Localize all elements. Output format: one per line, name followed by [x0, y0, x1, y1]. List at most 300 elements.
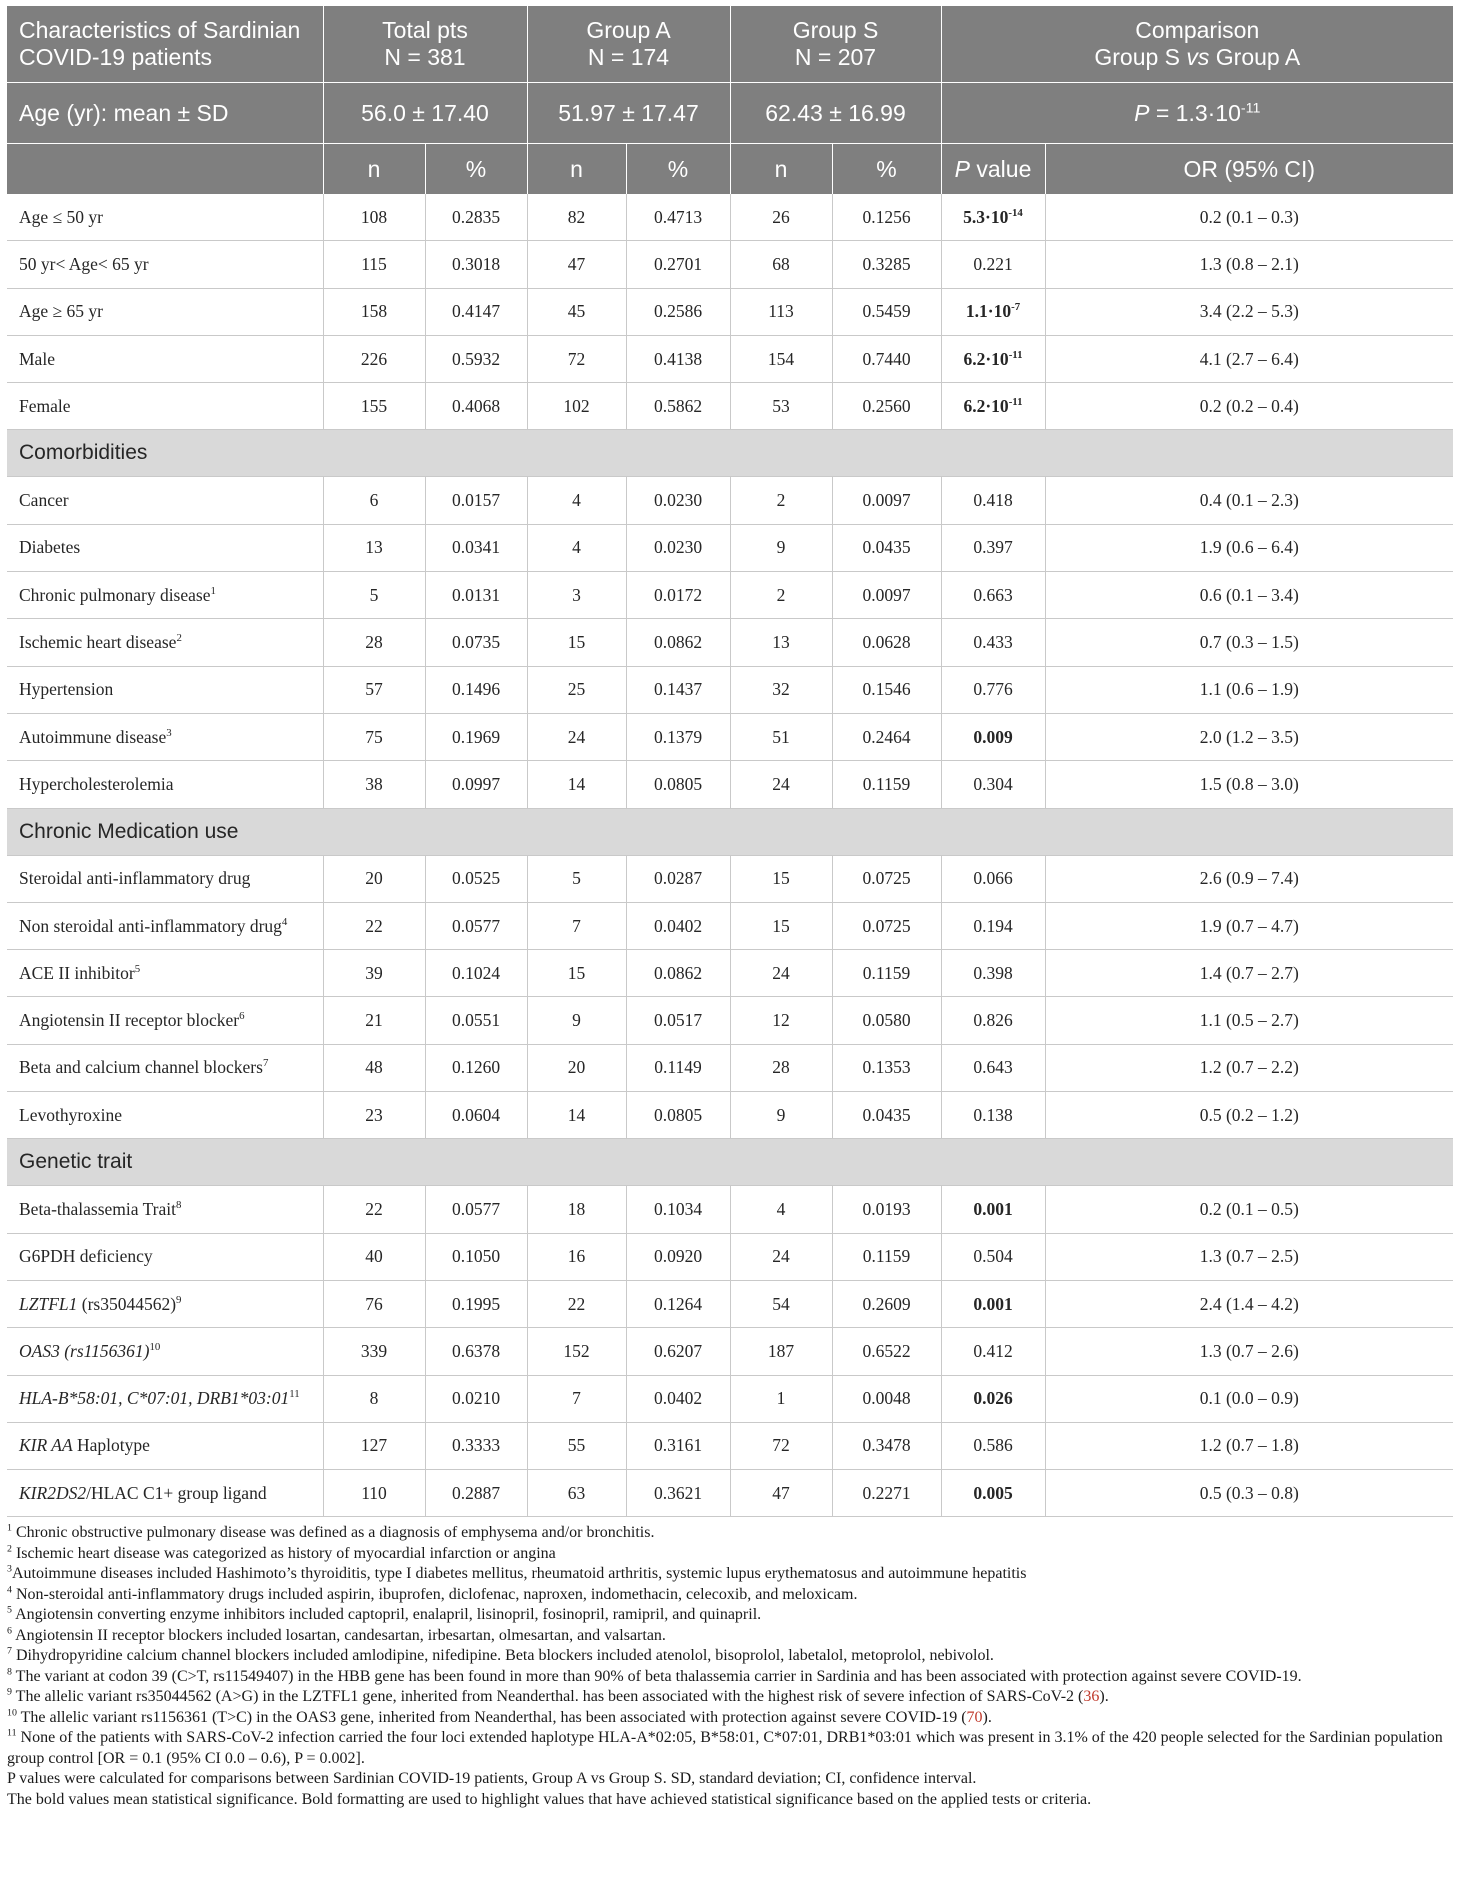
reference-link[interactable]: 36	[1083, 1688, 1100, 1706]
total-pct: 0.0735	[425, 619, 527, 666]
header-group-a: Group A N = 174	[527, 6, 730, 83]
table-row	[7, 950, 1453, 997]
p-value-text: 0.643	[973, 1057, 1013, 1078]
row-label-text: G6PDH deficiency	[19, 1246, 153, 1267]
group-a-n: 63	[527, 1470, 626, 1517]
p-value-text: 6.2·10	[963, 348, 1009, 369]
footnote-text: Ischemic heart disease was categorized as history of myocardial infarction or angina	[11, 1544, 556, 1562]
row-label-text: Haplotype	[72, 1435, 150, 1456]
col-p-value: P value	[941, 144, 1045, 195]
p-value	[941, 1280, 1045, 1327]
footnote-text: The allelic variant rs1156361 (T>C) in the OAS3 gene, inherited from Neanderthal, has been associated with protection against severe COVID-19 (	[16, 1708, 967, 1726]
odds-ratio: 0.5 (0.2 – 1.2)	[1045, 1092, 1453, 1139]
p-exponent: -14	[1008, 206, 1023, 219]
footnote	[7, 1544, 1453, 1565]
footnote-number: 10	[7, 1707, 17, 1719]
p-value	[941, 902, 1045, 949]
group-a-pct: 0.1149	[626, 1044, 730, 1091]
footnote-number: 8	[7, 1666, 12, 1678]
footnote	[7, 1708, 1453, 1729]
p-value	[941, 761, 1045, 808]
row-label	[7, 477, 323, 524]
section-row	[7, 430, 1453, 477]
odds-ratio: 1.2 (0.7 – 2.2)	[1045, 1044, 1453, 1091]
group-s-pct: 0.7440	[832, 335, 941, 382]
group-a-n: 45	[527, 288, 626, 335]
group-a-pct: 0.0402	[626, 1375, 730, 1422]
group-a-n: 9	[527, 997, 626, 1044]
row-label-text: Female	[19, 395, 71, 416]
group-s-n: 2	[730, 477, 832, 524]
group-s-n: 32	[730, 666, 832, 713]
footnote-marker: 8	[176, 1199, 182, 1212]
footnote-text: Non-steroidal anti-inflammatory drugs included aspirin, ibuprofen, diclofenac, naproxen, indomethacin, celecoxib, and meloxicam.	[11, 1585, 858, 1603]
p-value	[941, 855, 1045, 902]
group-s-n: 47	[730, 1470, 832, 1517]
row-label-text: (rs35044562)	[77, 1293, 177, 1314]
group-a-n: 5	[527, 855, 626, 902]
total-pct: 0.1969	[425, 713, 527, 760]
group-a-n: 4	[527, 524, 626, 571]
row-label-text: Age ≥ 65 yr	[19, 301, 103, 322]
p-value	[941, 1470, 1045, 1517]
group-s-n: 13	[730, 619, 832, 666]
row-label-text: Male	[19, 348, 55, 369]
group-s-pct: 0.3478	[832, 1422, 941, 1469]
table-row	[7, 902, 1453, 949]
row-label-text: Angiotensin II receptor blocker	[19, 1010, 240, 1031]
p-value-text: 0.433	[973, 632, 1013, 653]
row-label	[7, 524, 323, 571]
odds-ratio: 1.4 (0.7 – 2.7)	[1045, 950, 1453, 997]
row-label	[7, 619, 323, 666]
footnote-marker: 3	[166, 726, 172, 739]
group-a-n: 82	[527, 194, 626, 241]
p-value	[941, 1328, 1045, 1375]
table-row	[7, 1375, 1453, 1422]
odds-ratio: 2.6 (0.9 – 7.4)	[1045, 855, 1453, 902]
group-s-pct: 0.0097	[832, 572, 941, 619]
footnote-number: 4	[7, 1584, 12, 1596]
row-label	[7, 1422, 323, 1469]
footnote	[7, 1687, 1453, 1708]
group-s-n: 2	[730, 572, 832, 619]
table-row	[7, 241, 1453, 288]
table-row	[7, 1186, 1453, 1233]
total-pct: 0.0131	[425, 572, 527, 619]
row-label-italic: KIR AA	[19, 1435, 73, 1456]
row-label	[7, 335, 323, 382]
total-n: 40	[323, 1233, 425, 1280]
row-label-text: Cancer	[19, 490, 69, 511]
group-s-pct: 0.0580	[832, 997, 941, 1044]
table-row	[7, 524, 1453, 571]
row-label-text: /HLAC C1+ group ligand	[86, 1482, 267, 1503]
row-label	[7, 902, 323, 949]
p-value-text: 0.221	[973, 253, 1013, 274]
total-n: 23	[323, 1092, 425, 1139]
table-row	[7, 997, 1453, 1044]
total-n: 5	[323, 572, 425, 619]
table-row	[7, 666, 1453, 713]
p-value-text: 0.418	[973, 490, 1013, 511]
footnote-marker: 11	[289, 1388, 300, 1401]
total-n: 158	[323, 288, 425, 335]
p-value	[941, 241, 1045, 288]
p-value	[941, 572, 1045, 619]
p-value	[941, 335, 1045, 382]
col-n: n	[527, 144, 626, 195]
table-row	[7, 335, 1453, 382]
row-label	[7, 997, 323, 1044]
row-label	[7, 572, 323, 619]
total-n: 110	[323, 1470, 425, 1517]
section-heading: Genetic trait	[7, 1139, 1453, 1186]
p-value-text: 0.776	[973, 679, 1013, 700]
group-a-n: 47	[527, 241, 626, 288]
odds-ratio: 4.1 (2.7 – 6.4)	[1045, 335, 1453, 382]
group-a-n: 152	[527, 1328, 626, 1375]
table-row	[7, 572, 1453, 619]
footnote-number: 6	[7, 1625, 12, 1637]
col-pct: %	[626, 144, 730, 195]
group-a-pct: 0.0517	[626, 997, 730, 1044]
p-value-text: 0.194	[973, 915, 1013, 936]
footnote	[7, 1646, 1453, 1667]
table-row	[7, 383, 1453, 430]
odds-ratio: 2.0 (1.2 – 3.5)	[1045, 713, 1453, 760]
footnote	[7, 1667, 1453, 1688]
age-label: Age (yr): mean ± SD	[7, 83, 323, 144]
p-value	[941, 619, 1045, 666]
group-s-pct: 0.0435	[832, 524, 941, 571]
total-pct: 0.1260	[425, 1044, 527, 1091]
total-n: 155	[323, 383, 425, 430]
footnote-tail: ).	[982, 1708, 992, 1726]
group-s-pct: 0.1546	[832, 666, 941, 713]
group-a-n: 24	[527, 713, 626, 760]
total-n: 8	[323, 1375, 425, 1422]
footnote-text: Angiotensin II receptor blockers included losartan, candesartan, irbesartan, olmesartan, and valsartan.	[11, 1626, 666, 1644]
total-n: 108	[323, 194, 425, 241]
total-pct: 0.4147	[425, 288, 527, 335]
table-container	[7, 6, 1453, 1810]
group-a-pct: 0.6207	[626, 1328, 730, 1375]
footnote-marker: 5	[134, 962, 141, 975]
row-label	[7, 950, 323, 997]
footnote	[7, 1626, 1453, 1647]
table-row	[7, 1470, 1453, 1517]
p-value-text: 0.586	[973, 1435, 1013, 1456]
odds-ratio: 1.9 (0.6 – 6.4)	[1045, 524, 1453, 571]
p-value	[941, 666, 1045, 713]
row-label-text: Beta and calcium channel blockers	[19, 1057, 263, 1078]
total-n: 57	[323, 666, 425, 713]
group-s-pct: 0.1159	[832, 761, 941, 808]
total-n: 38	[323, 761, 425, 808]
odds-ratio: 0.2 (0.1 – 0.5)	[1045, 1186, 1453, 1233]
total-pct: 0.4068	[425, 383, 527, 430]
group-a-pct: 0.0287	[626, 855, 730, 902]
footnote-text: Chronic obstructive pulmonary disease was defined as a diagnosis of emphysema and/or bronchitis.	[11, 1524, 655, 1542]
footnote-number: 9	[7, 1687, 12, 1699]
total-n: 48	[323, 1044, 425, 1091]
group-s-pct: 0.0097	[832, 477, 941, 524]
total-n: 127	[323, 1422, 425, 1469]
total-pct: 0.3333	[425, 1422, 527, 1469]
group-s-pct: 0.2560	[832, 383, 941, 430]
row-label-text: ACE II inhibitor	[19, 962, 135, 983]
group-s-n: 1	[730, 1375, 832, 1422]
group-a-pct: 0.0172	[626, 572, 730, 619]
row-label-text: Beta-thalassemia Trait	[19, 1198, 176, 1219]
footnote-text: Dihydropyridine calcium channel blockers included amlodipine, nifedipine. Beta blockers included atenolol, bisoprolol, labetalol, metoprolol, nebivolol.	[11, 1647, 994, 1665]
total-pct: 0.1050	[425, 1233, 527, 1280]
odds-ratio: 1.3 (0.7 – 2.5)	[1045, 1233, 1453, 1280]
p-value	[941, 950, 1045, 997]
table-note: The bold values mean statistical significance. Bold formatting are used to highlight values that have achieved statistical significance based on the applied tests or criteria.	[7, 1790, 1092, 1808]
group-s-n: 154	[730, 335, 832, 382]
footnote-number: 3	[7, 1564, 12, 1576]
row-label	[7, 1280, 323, 1327]
row-label	[7, 288, 323, 335]
row-label	[7, 1044, 323, 1091]
group-s-n: 68	[730, 241, 832, 288]
total-n: 115	[323, 241, 425, 288]
total-n: 75	[323, 713, 425, 760]
p-value	[941, 383, 1045, 430]
header-row-columns	[7, 144, 1453, 195]
odds-ratio: 2.4 (1.4 – 4.2)	[1045, 1280, 1453, 1327]
p-value-text: 0.009	[973, 726, 1013, 747]
age-group-a: 51.97 ± 17.47	[527, 83, 730, 144]
footnote	[7, 1605, 1453, 1626]
p-value	[941, 1044, 1045, 1091]
p-value	[941, 1092, 1045, 1139]
group-a-n: 22	[527, 1280, 626, 1327]
p-value	[941, 1375, 1045, 1422]
footnote-number: 5	[7, 1605, 12, 1617]
total-pct: 0.0551	[425, 997, 527, 1044]
row-label	[7, 194, 323, 241]
group-a-pct: 0.1379	[626, 713, 730, 760]
total-pct: 0.0604	[425, 1092, 527, 1139]
table-row	[7, 1044, 1453, 1091]
p-value	[941, 524, 1045, 571]
p-value-text: 0.138	[973, 1104, 1013, 1125]
group-a-n: 14	[527, 1092, 626, 1139]
group-a-pct: 0.0230	[626, 477, 730, 524]
footnote-number: 1	[7, 1523, 12, 1535]
group-s-n: 9	[730, 524, 832, 571]
p-value	[941, 1422, 1045, 1469]
table-row	[7, 194, 1453, 241]
odds-ratio: 0.2 (0.1 – 0.3)	[1045, 194, 1453, 241]
odds-ratio: 3.4 (2.2 – 5.3)	[1045, 288, 1453, 335]
group-a-pct: 0.4713	[626, 194, 730, 241]
row-label	[7, 383, 323, 430]
row-label-italic: OAS3 (rs1156361)	[19, 1340, 150, 1361]
row-label-text: Age ≤ 50 yr	[19, 206, 103, 227]
group-a-pct: 0.1437	[626, 666, 730, 713]
footnote-text: The allelic variant rs35044562 (A>G) in the LZTFL1 gene, inherited from Neanderthal. has been associated with the highest risk of severe infection of SARS-CoV-2 (	[11, 1688, 1084, 1706]
group-s-n: 24	[730, 1233, 832, 1280]
total-pct: 0.0577	[425, 902, 527, 949]
group-s-pct: 0.2271	[832, 1470, 941, 1517]
p-value-text: 1.1·10	[965, 301, 1012, 322]
footnote-number: 7	[7, 1646, 12, 1658]
group-s-n: 4	[730, 1186, 832, 1233]
table-row	[7, 1422, 1453, 1469]
odds-ratio: 0.1 (0.0 – 0.9)	[1045, 1375, 1453, 1422]
group-a-pct: 0.3161	[626, 1422, 730, 1469]
odds-ratio: 0.6 (0.1 – 3.4)	[1045, 572, 1453, 619]
group-a-n: 7	[527, 902, 626, 949]
group-s-pct: 0.0193	[832, 1186, 941, 1233]
table-row	[7, 1092, 1453, 1139]
p-value	[941, 477, 1045, 524]
group-a-n: 18	[527, 1186, 626, 1233]
header-comparison: Comparison Group S vs Group A	[941, 6, 1453, 83]
row-label	[7, 1375, 323, 1422]
group-a-n: 14	[527, 761, 626, 808]
group-a-n: 15	[527, 950, 626, 997]
total-n: 39	[323, 950, 425, 997]
group-s-pct: 0.5459	[832, 288, 941, 335]
header-total: Total pts N = 381	[323, 6, 527, 83]
odds-ratio: 0.5 (0.3 – 0.8)	[1045, 1470, 1453, 1517]
footnote-text: None of the patients with SARS-CoV-2 infection carried the four loci extended haplotype HLA-A*02:05, B*58:01, C*07:01, DRB1*03:01 which was present in 3.1% of the 420 people selected for the Sardinian population group control [OR = 0.1 (95% CI 0.0 – 0.6), P = 0.002].	[7, 1729, 1443, 1767]
group-s-n: 72	[730, 1422, 832, 1469]
odds-ratio: 1.1 (0.5 – 2.7)	[1045, 997, 1453, 1044]
odds-ratio: 0.2 (0.2 – 0.4)	[1045, 383, 1453, 430]
footnote-marker: 9	[176, 1293, 182, 1306]
col-n: n	[730, 144, 832, 195]
group-s-n: 12	[730, 997, 832, 1044]
footnote-marker: 1	[210, 584, 216, 597]
total-n: 6	[323, 477, 425, 524]
col-empty	[7, 144, 323, 195]
header-row-age	[7, 83, 1453, 144]
odds-ratio: 1.3 (0.8 – 2.1)	[1045, 241, 1453, 288]
p-value-text: 0.001	[973, 1198, 1013, 1219]
table-row	[7, 477, 1453, 524]
group-s-pct: 0.2464	[832, 713, 941, 760]
table-note: P values were calculated for comparisons between Sardinian COVID-19 patients, Group A vs Group S. SD, standard deviation; CI, confidence interval.	[7, 1770, 977, 1788]
table-row	[7, 1233, 1453, 1280]
col-or: OR (95% CI)	[1045, 144, 1453, 195]
p-value-text: 0.066	[973, 868, 1013, 889]
group-s-pct: 0.1159	[832, 950, 941, 997]
group-a-n: 102	[527, 383, 626, 430]
row-label-text: Diabetes	[19, 537, 81, 558]
total-n: 339	[323, 1328, 425, 1375]
group-a-pct: 0.3621	[626, 1470, 730, 1517]
footnote-text: Angiotensin converting enzyme inhibitors included captopril, enalapril, lisinopril, fosinopril, ramipril, and quinapril.	[11, 1606, 762, 1624]
group-a-n: 7	[527, 1375, 626, 1422]
group-a-n: 16	[527, 1233, 626, 1280]
total-pct: 0.2887	[425, 1470, 527, 1517]
total-pct: 0.1995	[425, 1280, 527, 1327]
total-pct: 0.6378	[425, 1328, 527, 1375]
group-s-pct: 0.1159	[832, 1233, 941, 1280]
total-pct: 0.3018	[425, 241, 527, 288]
group-a-n: 20	[527, 1044, 626, 1091]
footnote-tail: ).	[1099, 1688, 1109, 1706]
footnote-marker: 7	[262, 1057, 269, 1070]
p-value-text: 0.005	[973, 1482, 1013, 1503]
total-pct: 0.2835	[425, 194, 527, 241]
row-label	[7, 1233, 323, 1280]
group-s-pct: 0.0048	[832, 1375, 941, 1422]
group-a-pct: 0.2586	[626, 288, 730, 335]
row-label	[7, 1186, 323, 1233]
odds-ratio: 1.9 (0.7 – 4.7)	[1045, 902, 1453, 949]
footnote	[7, 1523, 1453, 1544]
group-a-pct: 0.1034	[626, 1186, 730, 1233]
row-label	[7, 1092, 323, 1139]
row-label-text: 50 yr< Age< 65 yr	[19, 253, 149, 274]
row-label-text: Hypertension	[19, 679, 114, 700]
total-n: 22	[323, 1186, 425, 1233]
group-s-n: 26	[730, 194, 832, 241]
age-total: 56.0 ± 17.40	[323, 83, 527, 144]
group-s-n: 24	[730, 761, 832, 808]
total-n: 76	[323, 1280, 425, 1327]
age-p-value: $P = 1.3\cdot 10^{-11}$	[941, 83, 1453, 144]
group-a-pct: 0.2701	[626, 241, 730, 288]
footnote	[7, 1728, 1453, 1769]
group-s-n: 15	[730, 855, 832, 902]
footnote-marker: 6	[239, 1010, 245, 1023]
odds-ratio: 0.4 (0.1 – 2.3)	[1045, 477, 1453, 524]
row-label	[7, 1470, 323, 1517]
footnote	[7, 1585, 1453, 1606]
total-n: 28	[323, 619, 425, 666]
section-heading: Chronic Medication use	[7, 808, 1453, 855]
total-n: 226	[323, 335, 425, 382]
p-value-text: 0.663	[973, 584, 1013, 605]
col-pct: %	[832, 144, 941, 195]
p-value	[941, 997, 1045, 1044]
footnote-number: 2	[7, 1543, 12, 1555]
group-a-n: 4	[527, 477, 626, 524]
row-label-text: Non steroidal anti-inflammatory drug	[19, 915, 282, 936]
p-value	[941, 1233, 1045, 1280]
group-a-pct: 0.1264	[626, 1280, 730, 1327]
reference-link[interactable]: 70	[966, 1708, 983, 1726]
table-row	[7, 1280, 1453, 1327]
footnote-text: The variant at codon 39 (C>T, rs11549407) in the HBB gene has been found in more than 90% of beta thalassemia carrier in Sardinia and has been associated with protection against severe COVID-19.	[11, 1667, 1302, 1685]
row-label	[7, 666, 323, 713]
header-group-s: Group S N = 207	[730, 6, 941, 83]
row-label-text: Chronic pulmonary disease	[19, 584, 211, 605]
age-group-s: 62.43 ± 16.99	[730, 83, 941, 144]
group-a-pct: 0.0805	[626, 1092, 730, 1139]
total-pct: 0.0997	[425, 761, 527, 808]
group-s-pct: 0.1353	[832, 1044, 941, 1091]
total-pct: 0.0525	[425, 855, 527, 902]
p-exponent: -11	[1008, 396, 1023, 408]
group-a-n: 72	[527, 335, 626, 382]
group-s-pct: 0.1256	[832, 194, 941, 241]
group-a-pct: 0.0862	[626, 950, 730, 997]
row-label-text: Ischemic heart disease	[19, 632, 177, 653]
footnote-number: 11	[7, 1728, 17, 1740]
p-value-text: 0.398	[973, 962, 1013, 983]
total-pct: 0.0157	[425, 477, 527, 524]
group-s-n: 9	[730, 1092, 832, 1139]
